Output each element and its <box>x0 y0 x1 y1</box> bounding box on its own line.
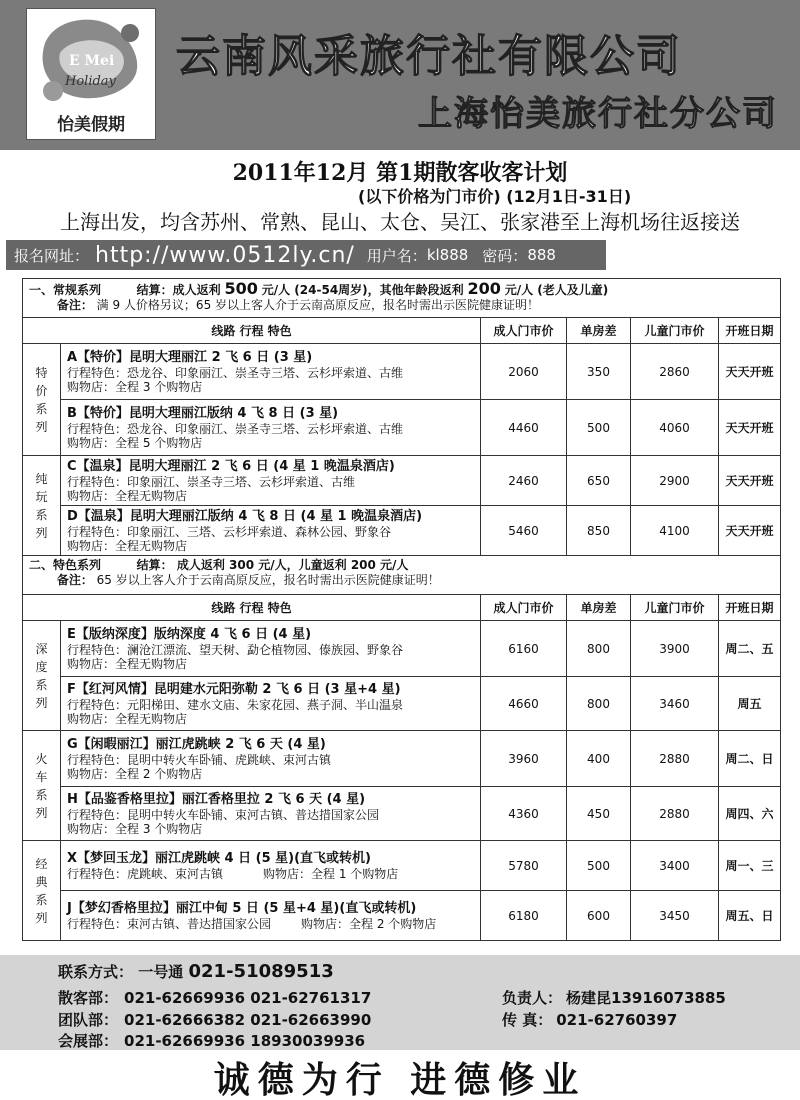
table-row <box>23 456 781 506</box>
route-cell: C【温泉】昆明大理丽江 2 飞 6 日 (4 星 1 晚温泉酒店) 行程特色：印象丽江、崇圣寺三塔、云杉坪索道、古维 购物店：全程无购物店 <box>61 456 481 506</box>
route-cell: J【梦幻香格里拉】丽江中甸 5 日 (5 星+4 星)(直飞或转机) 行程特色：束河古镇、普达措国家公园 购物店：全程 2 个购物店 <box>61 891 481 941</box>
user-label: 用户名： <box>366 246 427 265</box>
password-label: 密码： <box>482 246 528 265</box>
section1-name: 一、常规系列 <box>29 283 102 297</box>
section2-remark-label: 备注： <box>56 573 93 587</box>
logo-swirl-icon <box>35 13 149 113</box>
single-supplement: 500 <box>567 841 631 891</box>
adult-price: 4460 <box>481 400 567 456</box>
child-price: 2860 <box>631 344 719 400</box>
single-supplement: 650 <box>567 456 631 506</box>
fax-contact: 传 真： 021-62760397 <box>502 1011 678 1029</box>
contact-line: 联系方式： 一号通 021-51089513 <box>58 961 334 982</box>
single-supplement: 850 <box>567 506 631 556</box>
col-route: 线路 行程 特色 <box>23 318 481 344</box>
section-header-regular <box>23 279 781 318</box>
schedule: 周二、五 <box>719 621 781 677</box>
adult-price: 4360 <box>481 787 567 841</box>
schedule: 天天开班 <box>719 344 781 400</box>
column-header-row <box>23 595 781 621</box>
header-banner <box>0 0 800 150</box>
child-price: 2880 <box>631 731 719 787</box>
route-cell: X【梦回玉龙】丽江虎跳峡 4 日 (5 星)(直飞或转机) 行程特色：虎跳峡、束河古镇 购物店：全程 1 个购物店 <box>61 841 481 891</box>
company-logo <box>26 8 156 140</box>
svg-text:Holiday: Holiday <box>65 74 116 89</box>
company-name: 云南风采旅行社有限公司 <box>176 31 682 82</box>
section1-adult-suffix: 元/人 (24-54周岁)，其他年龄段返利 <box>261 283 464 297</box>
col-adult: 成人门市价 <box>481 595 567 621</box>
motto: 诚德为行 进德修业 <box>0 1052 800 1100</box>
route-cell: H【品鉴香格里拉】丽江香格里拉 2 飞 6 天 (4 星) 行程特色：昆明中转火车卧铺、束河古镇、普达措国家公园 购物店：全程 3 个购物店 <box>61 787 481 841</box>
table-row <box>23 506 781 556</box>
table-row <box>23 400 781 456</box>
route-cell: B【特价】昆明大理丽江版纳 4 飞 8 日 (3 星) 行程特色：恐龙谷、印象丽江、崇圣寺三塔、云杉坪索道、古维 购物店：全程 5 个购物店 <box>61 400 481 456</box>
single-supplement: 600 <box>567 891 631 941</box>
logo-label: 怡美假期 <box>57 115 125 135</box>
single-supplement: 450 <box>567 787 631 841</box>
departure-note: 上海出发，均含苏州、常熟、昆山、太仓、吴江、张家港至上海机场往返接送 <box>60 210 740 234</box>
adult-price: 4660 <box>481 677 567 731</box>
svg-text:E Mei: E Mei <box>69 53 115 69</box>
adult-price: 2460 <box>481 456 567 506</box>
group-label: 深度系列 <box>23 621 61 731</box>
schedule: 天天开班 <box>719 456 781 506</box>
adult-price: 6180 <box>481 891 567 941</box>
col-child: 儿童门市价 <box>631 595 719 621</box>
col-schedule: 开班日期 <box>719 318 781 344</box>
section-header-special <box>23 556 781 595</box>
price-note: (以下价格为门市价) (12月1日-31日) <box>358 187 632 206</box>
adult-price: 3960 <box>481 731 567 787</box>
password-value: 888 <box>527 246 556 264</box>
section2-remark: 65 岁以上客人介于云南高原反应，报名时需出示医院健康证明！ <box>96 573 440 587</box>
table-row <box>23 731 781 787</box>
route-cell: A【特价】昆明大理丽江 2 飞 6 日 (3 星) 行程特色：恐龙谷、印象丽江、崇圣寺三塔、云杉坪索道、古维 购物店：全程 3 个购物店 <box>61 344 481 400</box>
single-supplement: 800 <box>567 677 631 731</box>
col-single: 单房差 <box>567 595 631 621</box>
child-price: 3400 <box>631 841 719 891</box>
child-price: 4060 <box>631 400 719 456</box>
table-row <box>23 621 781 677</box>
child-price: 3460 <box>631 677 719 731</box>
plan-title: 2011年12月 第1期散客收客计划 <box>232 160 568 186</box>
signup-label: 报名网址： <box>14 246 90 265</box>
hotline-number: 021-51089513 <box>188 961 334 982</box>
manager-contact: 负责人： 杨建昆13916073885 <box>502 989 726 1007</box>
single-supplement: 350 <box>567 344 631 400</box>
itinerary-table <box>22 278 781 941</box>
schedule: 周一、三 <box>719 841 781 891</box>
route-cell: D【温泉】昆明大理丽江版纳 4 飞 8 日 (4 星 1 晚温泉酒店) 行程特色：印象丽江、三塔、云杉坪索道、森林公园、野象谷 购物店：全程无购物店 <box>61 506 481 556</box>
adult-price: 5780 <box>481 841 567 891</box>
child-price: 3900 <box>631 621 719 677</box>
single-supplement: 400 <box>567 731 631 787</box>
table-row <box>23 344 781 400</box>
child-price: 2880 <box>631 787 719 841</box>
group-label: 火车系列 <box>23 731 61 841</box>
table-row <box>23 787 781 841</box>
route-cell: E【版纳深度】版纳深度 4 飞 6 日 (4 星) 行程特色：澜沧江漂流、望天树、勐仑植物园、傣族园、野象谷 购物店：全程无购物店 <box>61 621 481 677</box>
group-label: 纯玩系列 <box>23 456 61 556</box>
section1-remark: 满 9 人价格另议；65 岁以上客人介于云南高原反应，报名时需出示医院健康证明！ <box>96 298 540 312</box>
child-price: 2900 <box>631 456 719 506</box>
adult-price: 6160 <box>481 621 567 677</box>
col-schedule: 开班日期 <box>719 595 781 621</box>
section1-other-suffix: 元/人 (老人及儿童) <box>504 283 609 297</box>
section2-settle: 结算： 成人返利 300 元/人，儿童返利 200 元/人 <box>136 558 409 572</box>
col-single: 单房差 <box>567 318 631 344</box>
signup-url-link[interactable]: http://www.0512ly.cn/ <box>95 242 355 268</box>
single-supplement: 500 <box>567 400 631 456</box>
route-cell: G【闲暇丽江】丽江虎跳峡 2 飞 6 天 (4 星) 行程特色：昆明中转火车卧铺、虎跳峡、束河古镇 购物店：全程 2 个购物店 <box>61 731 481 787</box>
single-supplement: 800 <box>567 621 631 677</box>
child-price: 4100 <box>631 506 719 556</box>
sanke-contact: 散客部： 021-62669936 021-62761317 <box>58 989 372 1007</box>
col-route: 线路 行程 特色 <box>23 595 481 621</box>
child-price: 3450 <box>631 891 719 941</box>
branch-name: 上海怡美旅行社分公司 <box>418 94 778 134</box>
schedule: 周五、日 <box>719 891 781 941</box>
contact-footer <box>0 955 800 1050</box>
group-label: 特价系列 <box>23 344 61 456</box>
table-row <box>23 891 781 941</box>
group-label: 经典系列 <box>23 841 61 941</box>
adult-price: 2060 <box>481 344 567 400</box>
section2-name: 二、特色系列 <box>29 558 102 572</box>
signup-bar <box>6 240 606 270</box>
schedule: 天天开班 <box>719 506 781 556</box>
section1-adult-rebate: 500 <box>224 279 258 298</box>
tuandui-contact: 团队部： 021-62666382 021-62663990 <box>58 1011 372 1029</box>
col-child: 儿童门市价 <box>631 318 719 344</box>
section1-remark-label: 备注： <box>56 298 93 312</box>
section1-other-rebate: 200 <box>467 279 501 298</box>
col-adult: 成人门市价 <box>481 318 567 344</box>
schedule: 周五 <box>719 677 781 731</box>
user-value: kl888 <box>426 246 469 264</box>
table-row <box>23 841 781 891</box>
schedule: 周四、六 <box>719 787 781 841</box>
table-row <box>23 677 781 731</box>
column-header-row <box>23 318 781 344</box>
adult-price: 5460 <box>481 506 567 556</box>
schedule: 天天开班 <box>719 400 781 456</box>
section1-settle-label: 结算：成人返利 <box>136 283 221 297</box>
huizhan-contact: 会展部： 021-62669936 18930039936 <box>58 1032 366 1050</box>
route-cell: F【红河风情】昆明建水元阳弥勒 2 飞 6 日 (3 星+4 星) 行程特色：元阳梯田、建水文庙、朱家花园、燕子洞、半山温泉 购物店：全程无购物店 <box>61 677 481 731</box>
schedule: 周二、日 <box>719 731 781 787</box>
